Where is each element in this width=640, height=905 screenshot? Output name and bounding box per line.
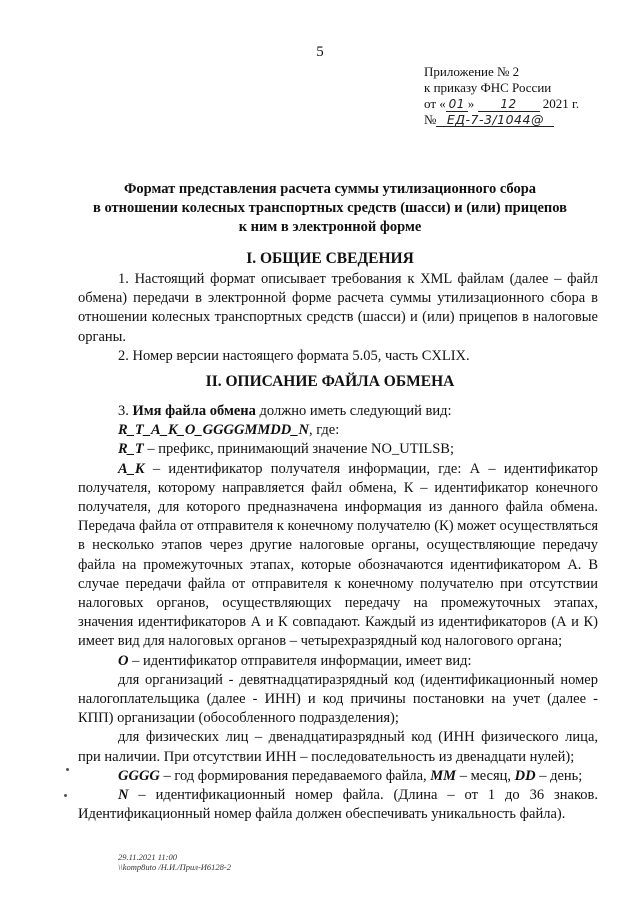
gggg-key: GGGG	[118, 767, 160, 784]
rt-key: R_T	[118, 441, 144, 458]
p3-rest: должно иметь следующий вид:	[259, 403, 452, 419]
section-2-heading: II. ОПИСАНИЕ ФАЙЛА ОБМЕНА	[205, 373, 455, 390]
o-text: – идентификатор отправителя информации, имеет вид:	[132, 652, 472, 669]
phys-definition: для физических лиц – двенадцатиразрядный код (ИНН физического лица, при наличии. При отсутствии ИНН – последовательность из двенадцати нулей);	[78, 729, 598, 765]
file-name-pattern	[78, 421, 598, 440]
n-definition	[78, 786, 598, 824]
paragraph-2: 2. Номер версии настоящего формата 5.05, часть CXLIX.	[118, 347, 470, 364]
number-prefix: №	[424, 112, 437, 127]
date-definition	[78, 767, 598, 786]
n-key: N	[118, 787, 129, 804]
date-year: 2021 г.	[542, 96, 580, 111]
dd-key: DD	[514, 767, 536, 784]
date-mid: »	[467, 96, 475, 111]
dd-text: – день;	[539, 767, 583, 784]
scan-speck	[64, 794, 67, 797]
gggg-text: – год формирования передаваемого файла,	[163, 767, 427, 784]
order-number: ЕД-7-3/1044@	[436, 113, 554, 127]
appendix-line-1: Приложение № 2	[424, 64, 520, 79]
footer-line-2: \\komp8uto /Н.И./Прил-И6128-2	[118, 862, 232, 872]
document-title	[60, 180, 600, 237]
appendix-number	[424, 112, 624, 128]
o-definition	[78, 652, 598, 671]
page-number: 5	[316, 44, 324, 60]
p3-lead: 3.	[118, 403, 129, 419]
pattern-rest: , где:	[308, 422, 340, 439]
rt-text: – префикс, принимающий значение NO_UTILSB;	[147, 441, 454, 458]
mm-text: – месяц,	[459, 767, 512, 784]
title-line-2: в отношении колесных транспортных средств (шасси) и (или) прицепов	[93, 200, 567, 216]
title-line-3: к ним в электронной форме	[238, 219, 422, 235]
paragraph-1: 1. Настоящий формат описывает требования к XML файлам (далее – файл обмена) передачи в электронной форме расчета суммы утилизационного сбора в отношении колесных транспортных средств (шасси) и (или) прицепов в налоговые органы.	[78, 271, 598, 345]
paragraph-3	[78, 402, 598, 421]
o-key: O	[118, 652, 129, 669]
appendix-date	[424, 96, 624, 112]
section-2-body	[78, 402, 598, 824]
section-1-heading: I. ОБЩИЕ СВЕДЕНИЯ	[246, 250, 414, 267]
n-text: – идентификационный номер файла. (Длина – от 1 до 36 знаков. Идентификационный номер файла должен обеспечивать уникальность файла).	[78, 787, 598, 823]
org-definition: для организаций - девятнадцатиразрядный код (идентификационный номер налогоплательщика (далее - ИНН) и код причины постановки на учет (далее - КПП) организации (обособленного подразделения);	[78, 671, 598, 727]
date-prefix: от «	[424, 96, 446, 111]
ak-text: – идентификатор получателя информации, где: А – идентификатор получателя, которому направляется файл обмена, К – идентификатор конечного получателя, для которого предназначена информация из данного файла обмена. Передача файла от отправителя к конечному получателю (К) может осуществляться в несколько этапов через другие налоговые органы, осуществляющие передачу файла на промежуточных этапах, которые обозначаются идентификатором А. В случае передачи файла от отправителя к конечному получателю при отсутствии налоговых органов, осуществляющих передачу на промежуточных этапах, значения идентификаторов А и К совпадают. Каждый из идентификаторов (А и К) имеет вид для налоговых органов – четырехразрядный код налогового органа;	[78, 460, 599, 650]
section-1-body	[78, 270, 598, 366]
pattern: R_T_A_K_O_GGGGMMDD_N	[118, 422, 309, 439]
scan-speck	[66, 768, 69, 771]
ak-key: A_K	[118, 460, 145, 477]
date-day: 01	[446, 98, 468, 112]
appendix-line-2: к приказу ФНС России	[424, 80, 552, 95]
mm-key: MM	[430, 767, 457, 784]
rt-definition	[78, 440, 598, 459]
date-month: 12	[478, 98, 540, 112]
footer-stamp	[118, 852, 231, 872]
ak-definition	[78, 460, 598, 652]
p3-bold: Имя файла обмена	[132, 403, 256, 419]
appendix-block	[424, 64, 624, 128]
footer-line-1: 29.11.2021 11:00	[118, 852, 177, 862]
title-line-1: Формат представления расчета суммы утилизационного сбора	[123, 181, 537, 197]
